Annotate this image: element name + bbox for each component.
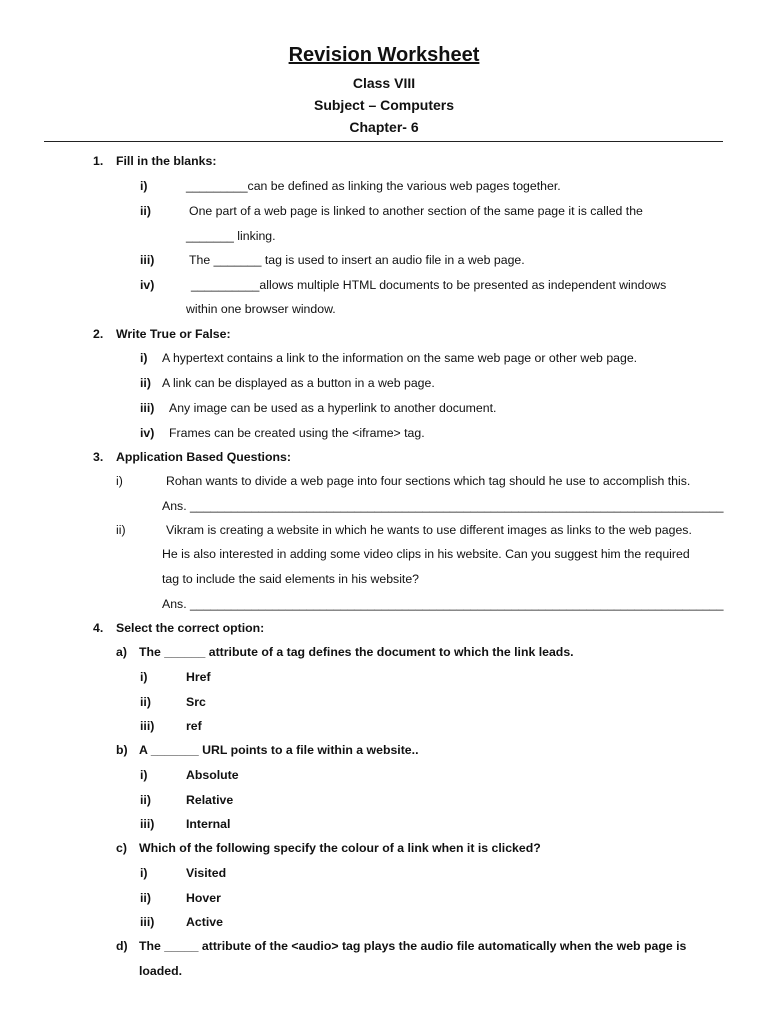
header-divider xyxy=(44,141,723,142)
option-text: Visited xyxy=(186,866,227,880)
item-text: He is also interested in adding some video clips in his website. Can you suggest him the required xyxy=(162,547,690,561)
item-text: One part of a web page is linked to another section of the same page it is called the xyxy=(189,204,643,218)
part-label: b) xyxy=(116,743,128,757)
answer-line: Ans. ______________________________________________________________________________ xyxy=(162,499,724,513)
option-number: i) xyxy=(140,768,148,782)
question-title: Fill in the blanks: xyxy=(116,154,217,168)
item-number: i) xyxy=(140,351,148,365)
option-text: Active xyxy=(186,915,223,929)
item-number: i) xyxy=(116,474,123,488)
question-number: 4. xyxy=(93,621,104,635)
part-text: A _______ URL points to a file within a website.. xyxy=(139,743,419,757)
option-text: Href xyxy=(186,670,211,684)
item-number: ii) xyxy=(140,204,151,218)
part-label: a) xyxy=(116,645,127,659)
item-number: ii) xyxy=(140,376,151,390)
item-text: A hypertext contains a link to the information on the same web page or other web page. xyxy=(162,351,638,365)
class-label: Class VIII xyxy=(352,75,416,91)
part-text: loaded. xyxy=(139,964,183,978)
item-text: Any image can be used as a hyperlink to another document. xyxy=(169,401,497,415)
part-label: d) xyxy=(116,939,128,953)
option-number: i) xyxy=(140,866,148,880)
part-text: The _____ attribute of the <audio> tag plays the audio file automatically when the web page is xyxy=(139,939,687,953)
option-text: ref xyxy=(186,719,202,733)
option-number: i) xyxy=(140,670,148,684)
page-title: Revision Worksheet xyxy=(288,44,480,66)
option-number: iii) xyxy=(140,915,155,929)
option-text: Absolute xyxy=(186,768,239,782)
question-title: Application Based Questions: xyxy=(116,450,291,464)
option-number: ii) xyxy=(140,891,151,905)
option-number: iii) xyxy=(140,817,155,831)
item-text: __________allows multiple HTML documents to be presented as independent windows xyxy=(191,278,667,292)
answer-line: Ans. ______________________________________________________________________________ xyxy=(162,597,724,611)
item-number: ii) xyxy=(116,523,126,537)
question-number: 1. xyxy=(93,154,104,168)
item-number: iv) xyxy=(140,426,155,440)
item-number: iii) xyxy=(140,253,155,267)
option-text: Internal xyxy=(186,817,231,831)
part-text: Which of the following specify the colour of a link when it is clicked? xyxy=(139,841,541,855)
part-label: c) xyxy=(116,841,127,855)
item-number: iv) xyxy=(140,278,155,292)
item-text: The _______ tag is used to insert an audio file in a web page. xyxy=(189,253,525,267)
option-text: Src xyxy=(186,695,206,709)
item-number: iii) xyxy=(140,401,155,415)
part-text: The ______ attribute of a tag defines the document to which the link leads. xyxy=(139,645,574,659)
item-text: within one browser window. xyxy=(186,302,336,316)
item-text: Rohan wants to divide a web page into four sections which tag should he use to accomplish this. xyxy=(166,474,691,488)
question-number: 3. xyxy=(93,450,104,464)
item-number: i) xyxy=(140,179,148,193)
question-title: Select the correct option: xyxy=(116,621,265,635)
option-number: ii) xyxy=(140,793,151,807)
option-number: ii) xyxy=(140,695,151,709)
item-text: _______ linking. xyxy=(186,229,276,243)
item-text: Frames can be created using the <iframe> tag. xyxy=(169,426,425,440)
item-text: _________can be defined as linking the various web pages together. xyxy=(186,179,561,193)
question-title: Write True or False: xyxy=(116,327,231,341)
option-text: Relative xyxy=(186,793,234,807)
question-number: 2. xyxy=(93,327,104,341)
item-text: A link can be displayed as a button in a web page. xyxy=(162,376,435,390)
chapter-label: Chapter- 6 xyxy=(349,119,419,135)
option-text: Hover xyxy=(186,891,221,905)
item-text: Vikram is creating a website in which he wants to use different images as links to the web pages. xyxy=(166,523,692,537)
item-text: tag to include the said elements in his website? xyxy=(162,572,420,586)
option-number: iii) xyxy=(140,719,155,733)
subject-label: Subject – Computers xyxy=(313,97,455,113)
